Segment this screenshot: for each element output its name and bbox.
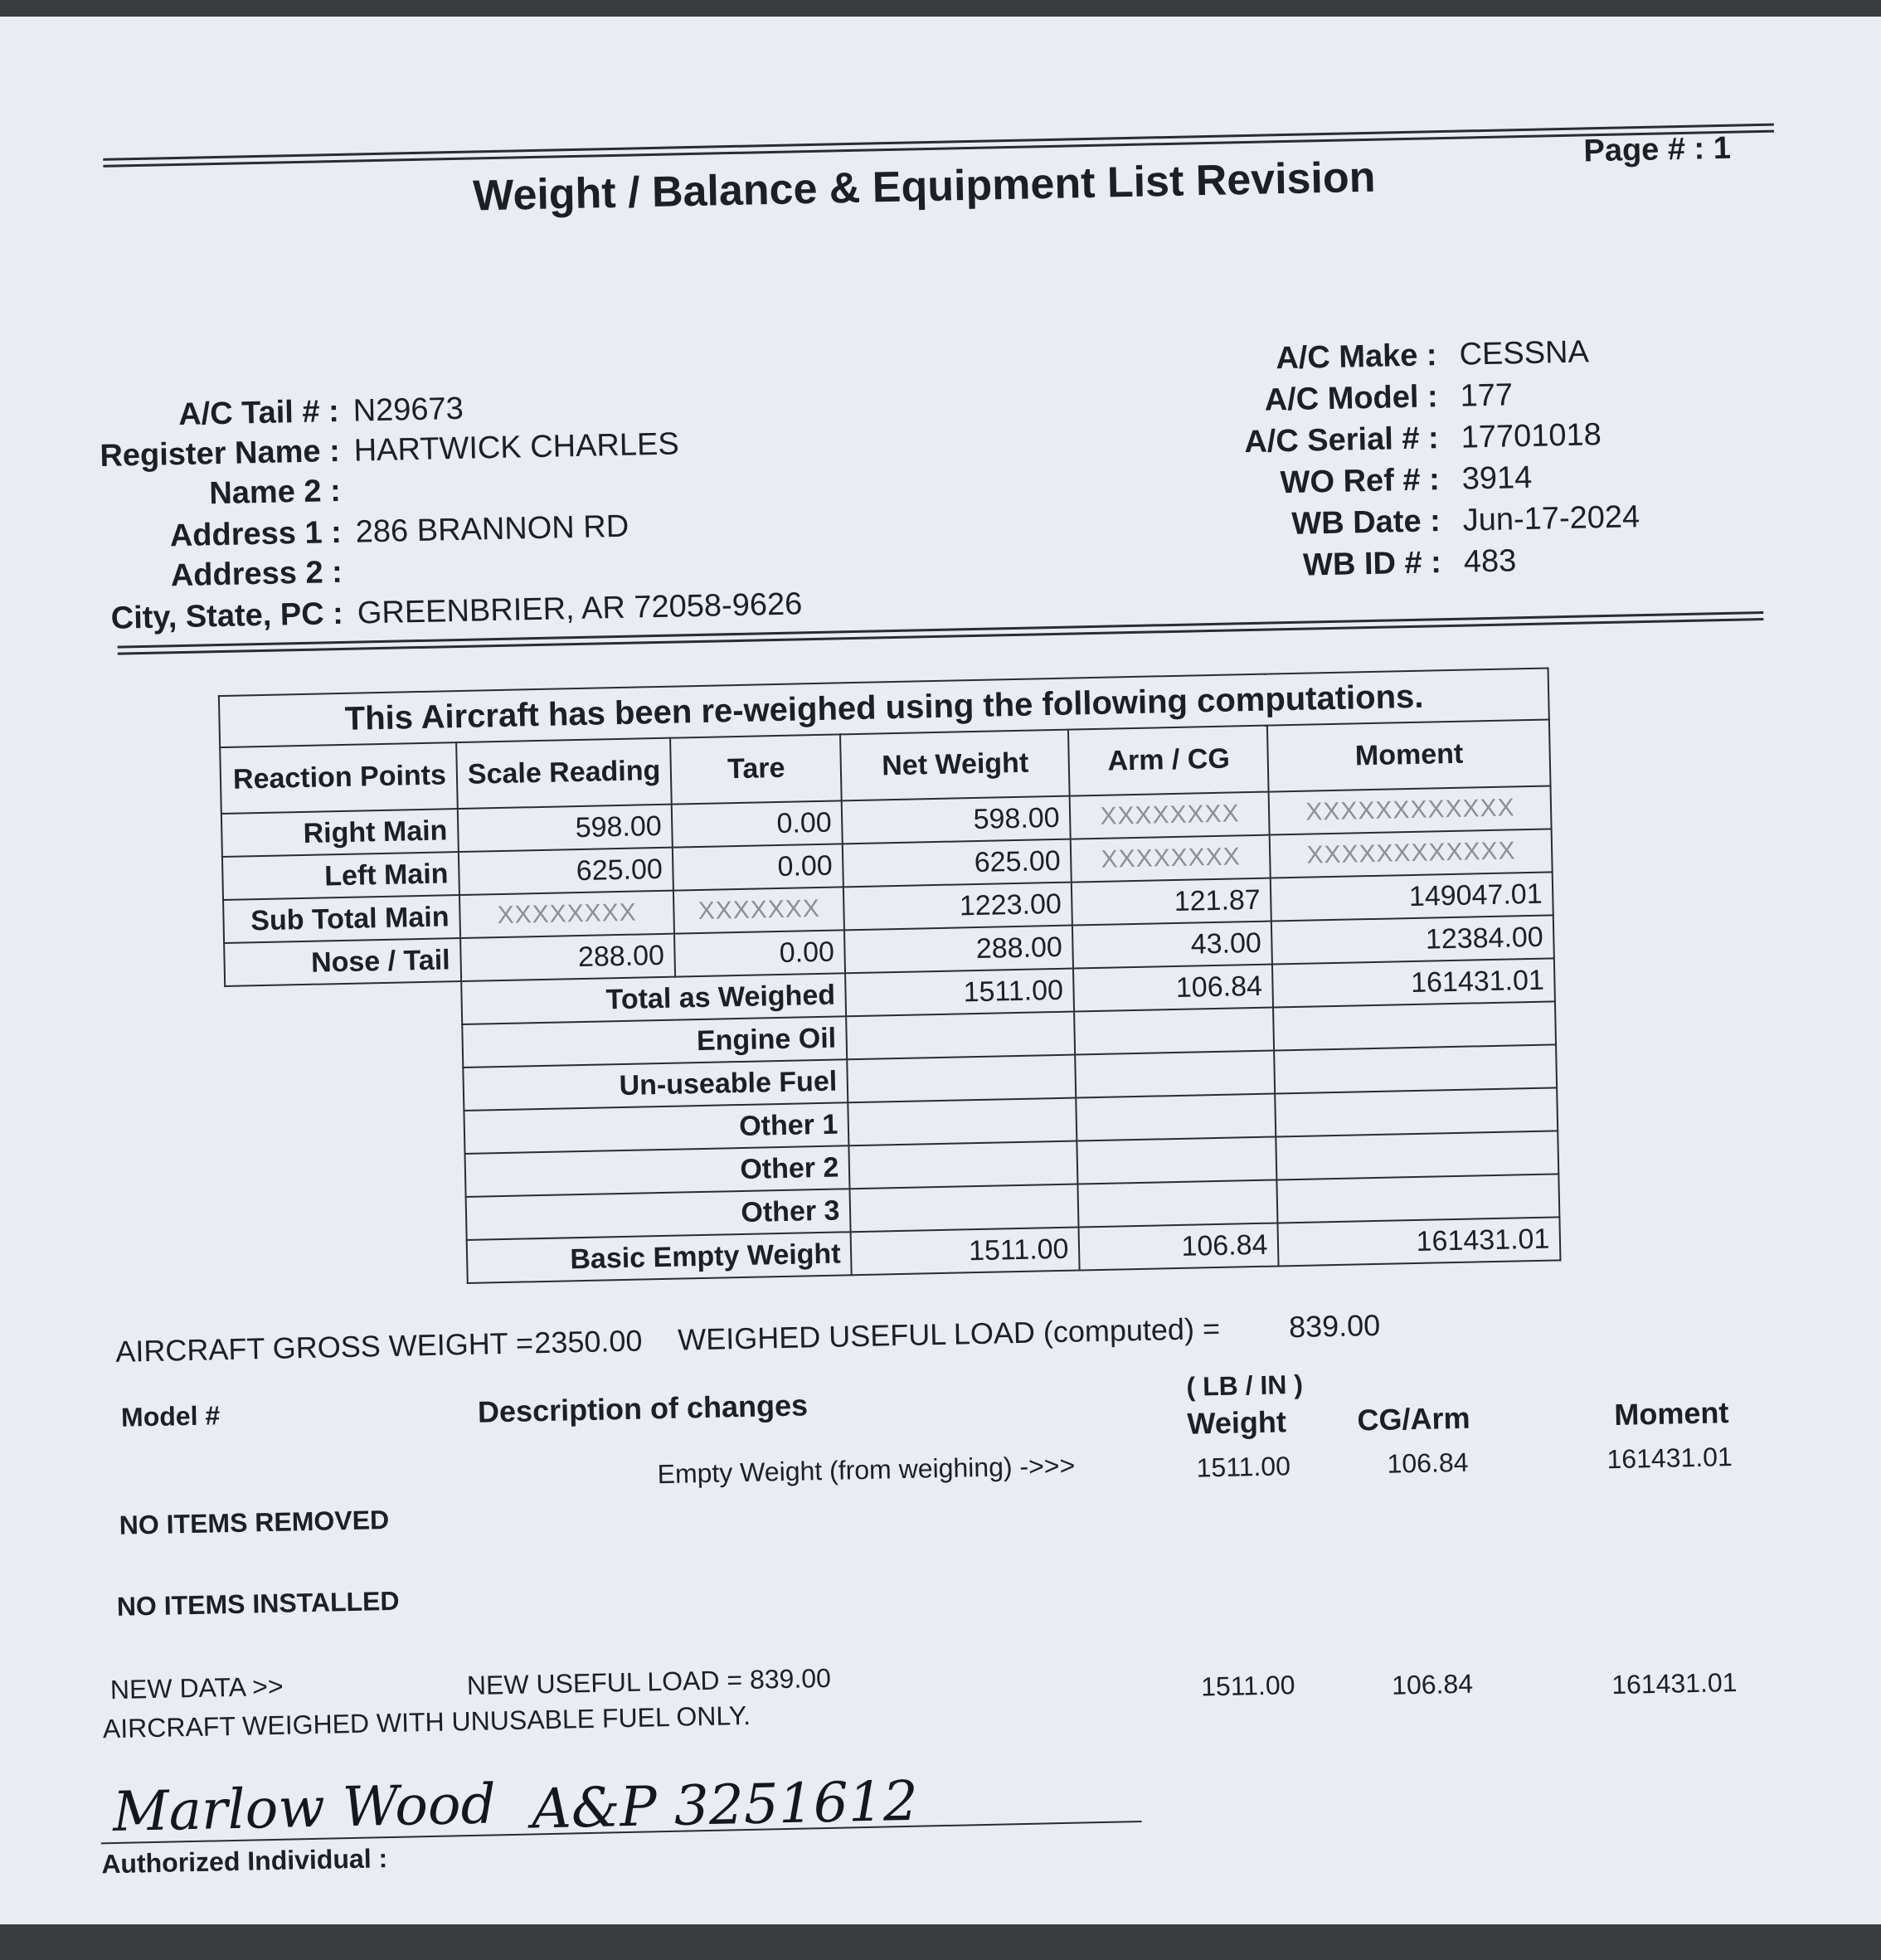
empty-weight-label: Empty Weight (from weighing) ->>> [657, 1450, 1076, 1490]
basic-empty-arm: 106.84 [1079, 1223, 1279, 1270]
nose-tail-net: 288.00 [844, 926, 1073, 974]
page-number: Page # : 1 [1583, 130, 1732, 169]
tail-label: A/C Tail # : [177, 393, 340, 433]
city-label: City, State, PC : [110, 596, 344, 636]
register-value: HARTWICK CHARLES [353, 426, 680, 469]
wo-value: 3914 [1461, 460, 1533, 497]
nose-tail-moment: 12384.00 [1271, 915, 1554, 964]
address1-value: 286 BRANNON RD [355, 508, 629, 550]
wo-label: WO Ref # : [1280, 462, 1441, 501]
wbid-label: WB ID # : [1302, 545, 1442, 583]
sub-total-label: Sub Total Main [223, 895, 460, 943]
left-main-net: 625.00 [843, 839, 1072, 888]
header-scale-reading: Scale Reading [456, 738, 672, 809]
right-main-label: Right Main [221, 809, 459, 857]
new-weight-value: 1511.00 [1200, 1670, 1295, 1702]
cg-arm-header: CG/Arm [1357, 1400, 1470, 1437]
no-items-installed: NO ITEMS INSTALLED [116, 1585, 400, 1622]
total-weighed-net: 1511.00 [845, 969, 1074, 1017]
sub-total-net: 1223.00 [843, 883, 1072, 931]
sub-total-scale-x: XXXXXXXX [459, 891, 674, 938]
total-weighed-arm: 106.84 [1073, 965, 1273, 1012]
no-items-removed: NO ITEMS REMOVED [119, 1504, 390, 1540]
right-main-arm-x: XXXXXXXX [1070, 792, 1270, 839]
left-main-arm-x: XXXXXXXX [1071, 835, 1271, 883]
gross-weight-value: 2350.00 [533, 1323, 643, 1360]
empty-cg-value: 106.84 [1387, 1447, 1469, 1479]
new-useful-load: NEW USEFUL LOAD = 839.00 [466, 1662, 832, 1701]
gross-weight-label: AIRCRAFT GROSS WEIGHT = [114, 1325, 534, 1369]
right-main-moment-x: XXXXXXXXXXXX [1269, 785, 1552, 834]
model-label: A/C Model : [1264, 379, 1439, 418]
basic-empty-net: 1511.00 [851, 1227, 1080, 1275]
make-label: A/C Make : [1275, 338, 1438, 377]
unuseable-fuel-label: Un-useable Fuel [463, 1059, 848, 1111]
model-value: 177 [1460, 377, 1514, 414]
signature-name: Marlow Wood [112, 1772, 497, 1845]
serial-label: A/C Serial # : [1243, 421, 1440, 460]
units-label: ( LB / IN ) [1186, 1369, 1304, 1402]
moment-header: Moment [1613, 1395, 1729, 1432]
new-moment-value: 161431.01 [1611, 1666, 1738, 1700]
description-header: Description of changes [477, 1388, 809, 1429]
wbid-value: 483 [1463, 543, 1517, 580]
register-label: Register Name : [100, 433, 341, 474]
right-main-net: 598.00 [842, 796, 1071, 844]
city-value: GREENBRIER, AR 72058-9626 [357, 586, 803, 631]
empty-moment-value: 161431.01 [1606, 1442, 1733, 1475]
useful-load-label: WEIGHED USEFUL LOAD (computed) = [677, 1311, 1221, 1357]
document-title: Weight / Balance & Equipment List Revision [472, 153, 1377, 221]
right-main-tare: 0.00 [672, 800, 843, 847]
authorized-label: Authorized Individual : [100, 1843, 388, 1880]
address2-label: Address 2 : [170, 554, 343, 594]
model-header: Model # [120, 1400, 221, 1432]
header-arm-cg: Arm / CG [1068, 726, 1269, 796]
basic-empty-label: Basic Empty Weight [467, 1232, 852, 1283]
weight-header: Weight [1187, 1404, 1287, 1441]
right-main-scale: 598.00 [458, 805, 673, 852]
top-rule [103, 124, 1774, 161]
weighing-table [218, 667, 1562, 1288]
signature-cert: A&P 3251612 [531, 1768, 919, 1841]
make-value: CESSNA [1459, 334, 1590, 372]
total-weighed-label: Total as Weighed [461, 973, 846, 1024]
basic-empty-moment: 161431.01 [1278, 1217, 1561, 1266]
sub-total-tare-x: XXXXXXX [673, 887, 844, 933]
nose-tail-scale: 288.00 [460, 934, 675, 981]
left-main-scale: 625.00 [459, 848, 673, 895]
nose-tail-label: Nose / Tail [224, 938, 461, 986]
useful-load-value: 839.00 [1288, 1307, 1381, 1345]
header-reaction-points: Reaction Points [220, 742, 458, 814]
name2-label: Name 2 : [208, 473, 342, 512]
date-value: Jun-17-2024 [1462, 499, 1640, 538]
sub-total-moment: 149047.01 [1271, 872, 1553, 921]
paper-sheet [0, 17, 1881, 1924]
empty-weight-value: 1511.00 [1196, 1451, 1291, 1483]
serial-value: 17701018 [1461, 417, 1602, 455]
header-moment: Moment [1267, 719, 1551, 791]
table-caption: This Aircraft has been re-weighed using the following computations. [219, 668, 1549, 747]
nose-tail-tare: 0.00 [674, 930, 845, 976]
left-main-moment-x: XXXXXXXXXXXX [1270, 829, 1553, 878]
other1-label: Other 1 [464, 1102, 848, 1154]
left-main-tare: 0.00 [673, 844, 843, 890]
other3-label: Other 3 [466, 1189, 851, 1240]
left-main-label: Left Main [222, 852, 459, 900]
new-data-label: NEW DATA >> [109, 1671, 284, 1705]
engine-oil-label: Engine Oil [462, 1016, 847, 1068]
other2-label: Other 2 [465, 1145, 850, 1197]
total-weighed-moment: 161431.01 [1272, 958, 1555, 1007]
address1-label: Address 1 : [169, 514, 343, 554]
fuel-note: AIRCRAFT WEIGHED WITH UNUSABLE FUEL ONLY. [102, 1700, 751, 1744]
header-net-weight: Net Weight [840, 730, 1070, 801]
new-cg-value: 106.84 [1391, 1668, 1474, 1700]
header-tare: Tare [670, 734, 842, 804]
nose-tail-arm: 43.00 [1072, 922, 1272, 969]
date-label: WB Date : [1290, 503, 1441, 542]
sub-total-arm: 121.87 [1072, 878, 1271, 926]
tail-value: N29673 [352, 391, 464, 429]
